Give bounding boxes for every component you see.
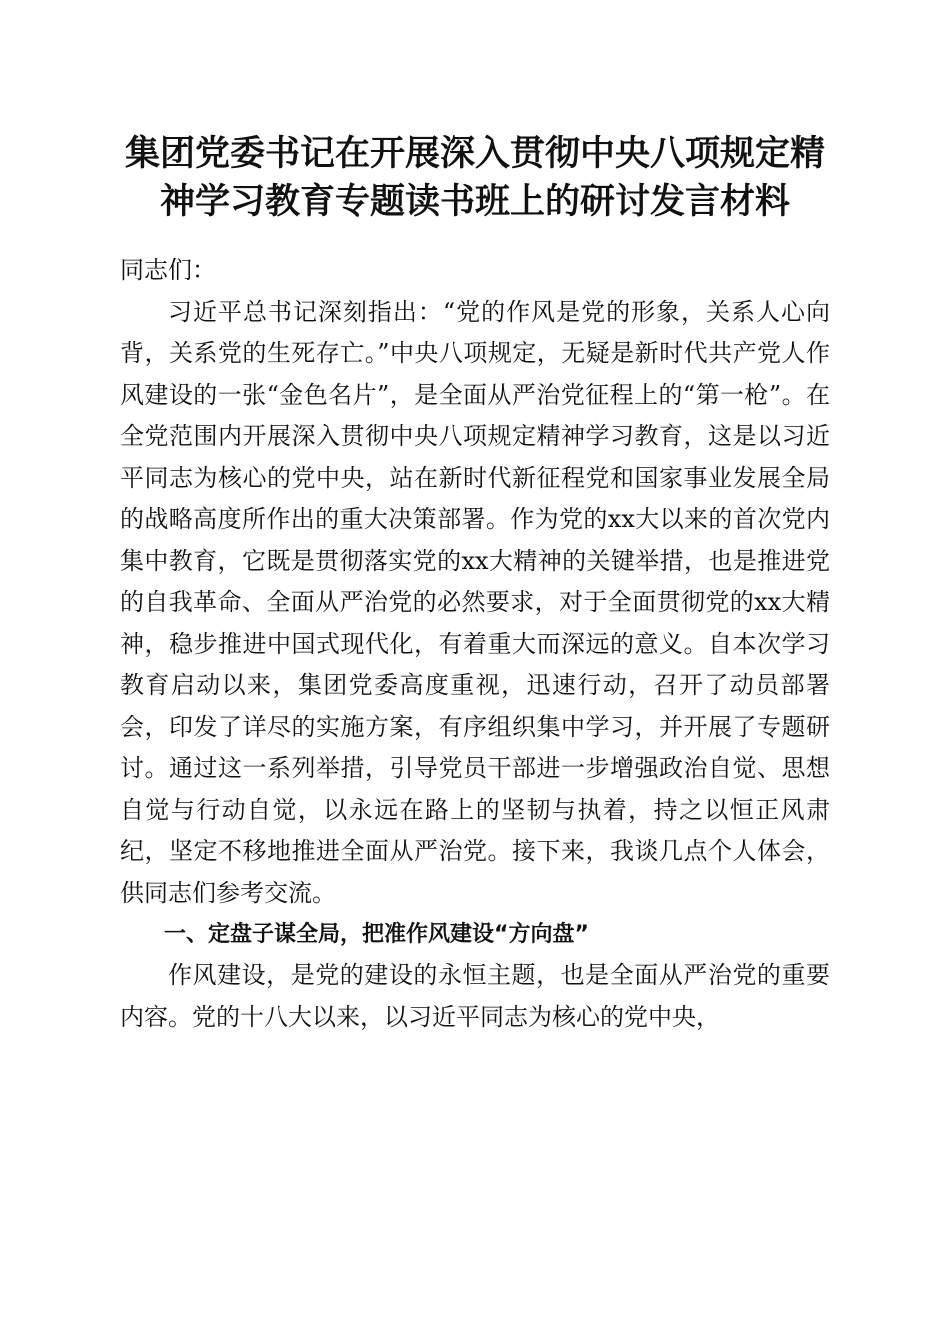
- section-heading-1: 一、定盘子谋全局，把准作风建设“方向盘”: [164, 922, 589, 947]
- title-line-2: 神学习教育专题读书班上的研讨发言材料: [159, 181, 790, 222]
- paragraph-intro: 习近平总书记深刻指出：“党的作风是党的形象，关系人心向背，关系党的生死存亡。”中央八项规定，无疑是新时代共产党人作风建设的一张“金色名片”，是全面从严治党征程上的“第一枪”。在全党范围内开展深入贯彻中央八项规定精神学习教育，这是以习近平同志为核心的党中央，站在新时代新征程党和国家事业发展全局的战略高度所作出的重大决策部署。作为党的xx大以来的首次党内集中教育，它既是贯彻落实党的xx大精神的关键举措，也是推进党的自我革命、全面从严治党的必然要求，对于全面贯彻党的xx大精神，稳步推进中国式现代化，有着重大而深远的意义。自本次学习教育启动以来，集团党委高度重视，迅速行动，召开了动员部署会，印发了详尽的实施方案，有序组织集中学习，并开展了专题研讨。通过这一系列举措，引导党员干部进一步增强政治自觉、思想自觉与行动自觉，以永远在路上的坚韧与执着，持之以恒正风肃纪，坚定不移地推进全面从严治党。接下来，我谈几点个人体会，供同志们参考交流。: [120, 297, 830, 907]
- document-body: [120, 250, 830, 1038]
- salutation: 同志们：: [120, 256, 216, 284]
- paragraph-section-1: 作风建设，是党的建设的永恒主题，也是全面从严治党的重要内容。党的十八大以来，以习近平同志为核心的党中央，: [120, 961, 830, 1031]
- document-title: [90, 130, 860, 226]
- title-line-1: 集团党委书记在开展深入贯彻中央八项规定精: [124, 133, 825, 174]
